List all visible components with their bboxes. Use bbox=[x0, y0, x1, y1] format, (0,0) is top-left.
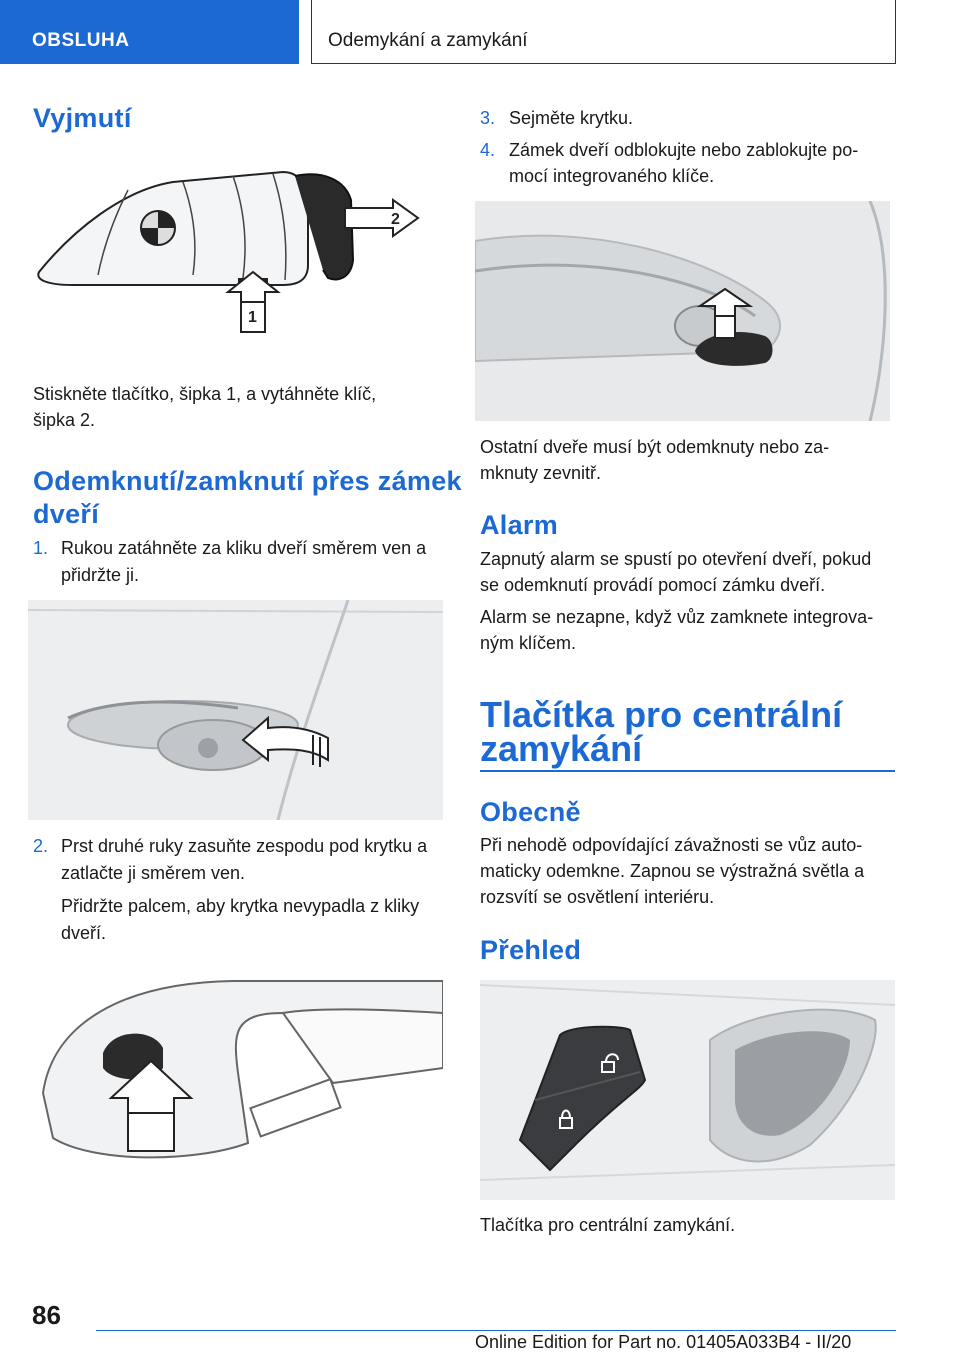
arrow-1-label: 1 bbox=[248, 309, 257, 326]
alarm-p1-line-1: Zapnutý alarm se spustí po otevření dveří, pokud bbox=[480, 549, 872, 569]
step-2-number: 2. bbox=[33, 836, 49, 856]
obecne-line-1: Při nehodě odpovídající závažnosti se vůz auto- bbox=[480, 835, 863, 855]
cover-figure bbox=[33, 973, 443, 1178]
obecne-line-2: maticky odemkne. Zapnou se výstražná světla a bbox=[480, 861, 865, 881]
heading-obecne: Obecně bbox=[480, 797, 581, 827]
key-in-lock-figure bbox=[475, 201, 890, 421]
alarm-p2-line-2: ným klíčem. bbox=[480, 633, 577, 653]
obecne-line-3: rozsvítí se osvětlení interiéru. bbox=[480, 887, 715, 907]
chapter-title: Odemykání a zamykání bbox=[328, 30, 528, 51]
other-doors-line-1: Ostatní dveře musí být odemknuty nebo za- bbox=[480, 437, 830, 457]
central-lock-figure bbox=[480, 980, 895, 1200]
alarm-p1-line-2: se odemknutí provádí pomocí zámku dveří. bbox=[480, 575, 826, 595]
step-4-number: 4. bbox=[480, 140, 496, 160]
heading-odemknuti-1: Odemknutí/zamknutí přes zámek bbox=[33, 466, 462, 496]
step-3-text: Sejměte krytku. bbox=[509, 108, 634, 128]
central-lock-illustration bbox=[480, 980, 895, 1200]
section-tab bbox=[0, 0, 299, 64]
heading-alarm: Alarm bbox=[480, 510, 559, 540]
cover-illustration bbox=[33, 973, 443, 1178]
step-2-line-3: Přidržte palcem, aby krytka nevypadla z kliky bbox=[61, 896, 420, 916]
figure-caption: Tlačítka pro centrální zamykání. bbox=[480, 1215, 736, 1235]
alarm-p2-line-1: Alarm se nezapne, když vůz zamknete integrova- bbox=[480, 607, 874, 627]
section-rule bbox=[480, 770, 895, 772]
key-illustration bbox=[33, 160, 443, 352]
step-1-number: 1. bbox=[33, 538, 49, 558]
arrow-2-label: 2 bbox=[391, 211, 400, 228]
door-handle-illustration bbox=[28, 600, 443, 820]
heading-vyjmuti: Vyjmutí bbox=[33, 103, 132, 133]
heading-prehled: Přehled bbox=[480, 935, 582, 965]
key-in-lock-illustration bbox=[475, 201, 890, 421]
page-number: 86 bbox=[32, 1300, 61, 1330]
heading-odemknuti-2: dveří bbox=[33, 499, 100, 529]
step-4-line-1: Zámek dveří odblokujte nebo zablokujte po- bbox=[509, 140, 859, 160]
section-label: OBSLUHA bbox=[32, 30, 130, 51]
step-2-line-4: dveří. bbox=[61, 923, 107, 943]
step-2-line-2: zatlačte ji směrem ven. bbox=[61, 863, 246, 883]
step-2-line-1: Prst druhé ruky zasuňte zespodu pod krytku a bbox=[61, 836, 428, 856]
edition-text: Online Edition for Part no. 01405A033B4 - II/20 bbox=[475, 1332, 852, 1352]
key-removal-figure bbox=[33, 160, 443, 352]
step-1-line-2: přidržte ji. bbox=[61, 565, 140, 585]
other-doors-line-2: mknuty zevnitř. bbox=[480, 463, 602, 483]
chapter-header bbox=[311, 0, 896, 64]
vyjmuti-text-1: Stiskněte tlačítko, šipka 1, a vytáhněte klíč, bbox=[33, 384, 377, 404]
step-1-line-1: Rukou zatáhněte za kliku dveří směrem ven a bbox=[61, 538, 427, 558]
heading-central-1: Tlačítka pro centrální bbox=[480, 694, 843, 735]
footer-rule bbox=[96, 1330, 896, 1331]
vyjmuti-text-2: šipka 2. bbox=[33, 410, 96, 430]
heading-central-2: zamykání bbox=[480, 728, 643, 769]
step-4-line-2: mocí integrovaného klíče. bbox=[509, 166, 715, 186]
step-3-number: 3. bbox=[480, 108, 496, 128]
door-handle-figure bbox=[28, 600, 443, 820]
